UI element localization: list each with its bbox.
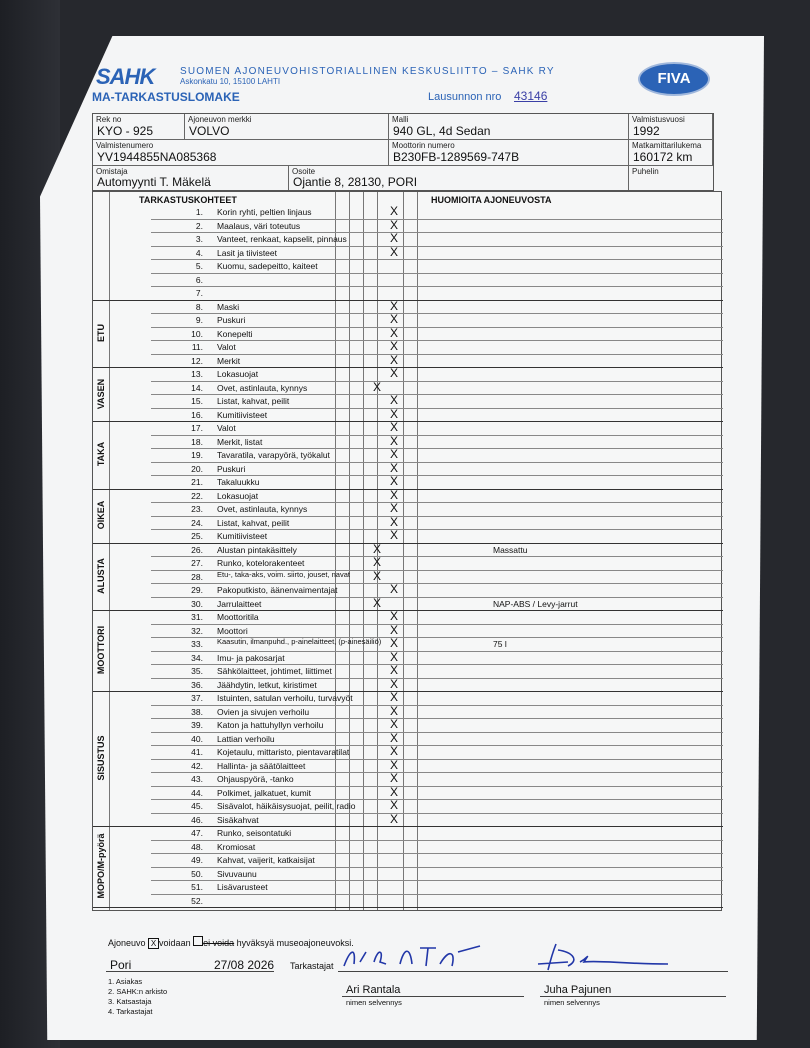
- checklist-row: [151, 676, 723, 693]
- row-item-label: Konepelti: [217, 328, 253, 339]
- row-item-label: Sisäkahvat: [217, 814, 259, 825]
- row-check-mark[interactable]: X: [390, 217, 399, 232]
- row-number: 45.: [191, 801, 203, 811]
- checklist-row: [151, 584, 723, 598]
- owner-cell: [93, 166, 289, 190]
- row-number: 16.: [191, 409, 203, 420]
- row-check-mark[interactable]: X: [390, 474, 399, 488]
- row-number: 1.: [195, 207, 203, 217]
- statement-label: Lausunnon nro: [428, 91, 502, 103]
- items-header: TARKASTUSKOHTEET: [139, 195, 237, 205]
- checklist-row: [151, 314, 723, 328]
- owner-value: Automyynti T. Mäkelä: [97, 175, 211, 189]
- checklist-row: [151, 395, 723, 409]
- checklist-row: [151, 368, 723, 382]
- year-value: 1992: [633, 124, 660, 138]
- reg-cell: [93, 114, 185, 140]
- engine-label: Moottorin numero: [392, 141, 455, 150]
- checklist-row: [151, 665, 723, 679]
- row-number: 33.: [191, 639, 203, 649]
- row-check-mark[interactable]: X: [373, 379, 382, 394]
- row-item-label: Kaasutin, ilmanpuhd., p-ainelaitteet, (p-ainesäiliö): [217, 637, 382, 646]
- row-check-mark[interactable]: X: [390, 649, 399, 664]
- row-check-mark[interactable]: X: [390, 339, 399, 353]
- row-item-label: Etu-, taka-aks, voim. siirto, jouset, navat: [217, 569, 350, 579]
- row-check-mark[interactable]: X: [390, 811, 399, 826]
- group-label: VASEN: [96, 378, 106, 409]
- checklist-row: [151, 325, 723, 342]
- organization-address: Askonkatu 10, 15100 LAHTI: [180, 77, 281, 86]
- address-value: Ojantie 8, 28130, PORI: [293, 175, 418, 189]
- row-number: 7.: [195, 288, 203, 298]
- checklist-row: [151, 595, 723, 612]
- year-label: Valmistusvuosi: [632, 115, 685, 124]
- form-title: MA-TARKASTUSLOMAKE: [92, 90, 240, 104]
- row-item-label: Moottori: [217, 625, 248, 636]
- checklist-row: [151, 406, 723, 423]
- group-divider: [93, 691, 723, 692]
- checklist-row: [151, 730, 723, 747]
- group-label: ETU: [96, 323, 106, 342]
- checklist-row: [151, 773, 723, 787]
- group-divider: [93, 907, 723, 908]
- odometer-label: Matkamittarilukema: [632, 141, 702, 150]
- row-number: 44.: [191, 787, 203, 798]
- row-remark: NAP-ABS / Levy-jarrut: [493, 598, 578, 609]
- row-item-label: Valot: [217, 342, 236, 352]
- row-item-label: Moottoritila: [217, 612, 259, 622]
- group-label: ALUSTA: [96, 557, 106, 594]
- group-divider: [93, 367, 723, 368]
- row-item-label: Puskuri: [217, 315, 246, 325]
- row-number: 3.: [195, 234, 203, 244]
- row-check-mark[interactable]: X: [390, 352, 399, 367]
- row-item-label: Kojetaulu, mittaristo, pientavaratilat: [217, 747, 350, 757]
- row-check-mark[interactable]: X: [390, 798, 399, 812]
- row-item-label: Sisävalot, häikäisysuojat, peilit, radio: [217, 801, 356, 811]
- checklist-row: [151, 811, 723, 828]
- row-item-label: Hallinta- ja säätölaitteet: [217, 760, 306, 771]
- row-check-mark[interactable]: X: [390, 204, 399, 218]
- reg-value: KYO - 925: [97, 124, 154, 138]
- row-number: 21.: [191, 477, 203, 487]
- vin-value: YV1944855NA085368: [97, 150, 217, 164]
- reg-label: Rek no: [96, 115, 122, 124]
- row-item-label: Kuomu, sadepeitto, kaiteet: [217, 261, 318, 271]
- row-check-mark[interactable]: X: [390, 744, 399, 758]
- checklist-row: [151, 541, 723, 558]
- group-divider: [93, 300, 723, 301]
- row-number: 18.: [191, 436, 203, 447]
- signature-ari-rantala: [340, 940, 490, 974]
- row-check-mark[interactable]: X: [390, 622, 399, 637]
- group-section: [93, 692, 109, 827]
- group-label: TAKA: [96, 442, 106, 467]
- checklist-row: [151, 476, 723, 490]
- group-label: MOPO/M-pyörä: [96, 833, 106, 899]
- row-item-label: Sivuvaunu: [217, 868, 257, 879]
- row-check-mark[interactable]: X: [390, 609, 399, 623]
- row-number: 49.: [191, 855, 203, 865]
- row-number: 46.: [191, 814, 203, 825]
- row-number: 29.: [191, 585, 203, 595]
- row-item-label: Jäähdytin, letkut, kiristimet: [217, 679, 317, 690]
- group-divider: [93, 489, 723, 490]
- row-item-label: Lattian verhoilu: [217, 733, 275, 744]
- row-item-label: Lokasuojat: [217, 490, 259, 501]
- row-number: 8.: [195, 301, 203, 312]
- row-item-label: Kahvat, vaijerit, katkaisijat: [217, 855, 315, 865]
- row-item-label: Korin ryhti, peltien linjaus: [217, 207, 312, 217]
- row-check-mark[interactable]: X: [390, 406, 399, 421]
- row-check-mark[interactable]: X: [390, 298, 399, 313]
- statement-number: 43146: [514, 89, 548, 103]
- row-item-label: Jarrulaitteet: [217, 598, 262, 609]
- row-number: 4.: [195, 247, 203, 258]
- checklist-row: [151, 379, 723, 396]
- checklist-row: [151, 487, 723, 504]
- row-item-label: Maski: [217, 301, 240, 312]
- model-cell: [389, 114, 629, 140]
- checklist-row: [151, 433, 723, 450]
- inspector1-name: Ari Rantala: [346, 984, 401, 996]
- row-number: 36.: [191, 679, 203, 690]
- row-check-mark[interactable]: X: [373, 568, 382, 583]
- row-number: 28.: [191, 571, 203, 582]
- checklist-row: [151, 692, 723, 706]
- signature-juha-pajunen: [528, 940, 678, 974]
- engine-value: B230FB-1289569-747B: [393, 150, 520, 164]
- row-number: 13.: [191, 369, 203, 379]
- phone-cell: [629, 166, 713, 190]
- row-check-mark[interactable]: X: [373, 595, 382, 610]
- checklist-row: [151, 298, 723, 315]
- group-section: [93, 544, 109, 612]
- checklist-row: [151, 757, 723, 774]
- inspector2-underline: [540, 996, 726, 997]
- checklist-row: [151, 746, 723, 760]
- checklist-row: [151, 622, 723, 639]
- row-check-mark[interactable]: X: [390, 703, 399, 718]
- checklist-row: [151, 703, 723, 720]
- voidaan-checkbox[interactable]: X: [148, 938, 159, 949]
- address-cell: [289, 166, 629, 190]
- row-number: 24.: [191, 517, 203, 528]
- row-item-label: Kumitiivisteet: [217, 531, 268, 541]
- row-remark: Massattu: [493, 544, 528, 555]
- inspector1-underline: [342, 996, 524, 997]
- checklist-row: [151, 422, 723, 436]
- row-check-mark[interactable]: X: [390, 393, 399, 407]
- distribution-item: 1. Asiakas: [108, 977, 143, 986]
- row-check-mark[interactable]: X: [373, 541, 382, 556]
- row-number: 31.: [191, 612, 203, 622]
- row-check-mark[interactable]: X: [390, 447, 399, 461]
- row-item-label: Merkit, listat: [217, 436, 263, 447]
- checklist-row: [151, 244, 723, 261]
- row-number: 17.: [191, 423, 203, 433]
- row-number: 39.: [191, 720, 203, 730]
- verdict-prefix: Ajoneuvo: [108, 938, 146, 948]
- row-check-mark[interactable]: X: [390, 771, 399, 785]
- checklist-row: [151, 503, 723, 517]
- inspectors-label: Tarkastajat: [290, 961, 334, 971]
- group-divider: [93, 421, 723, 422]
- row-check-mark[interactable]: X: [390, 676, 399, 691]
- row-item-label: Runko, seisontatuki: [217, 828, 292, 838]
- distribution-item: 3. Katsastaja: [108, 997, 152, 1006]
- checklist-row: [151, 557, 723, 571]
- model-value: 940 GL, 4d Sedan: [393, 124, 491, 138]
- inspector1-caption: nimen selvennys: [346, 998, 402, 1007]
- row-item-label: Kromiosat: [217, 841, 256, 852]
- make-value: VOLVO: [189, 124, 230, 138]
- row-item-label: Listat, kahvat, peilit: [217, 396, 290, 406]
- row-check-mark[interactable]: X: [390, 366, 399, 380]
- row-item-label: Takaluukku: [217, 477, 260, 487]
- group-label: MOOTTORI: [96, 625, 106, 675]
- row-check-mark[interactable]: X: [390, 433, 399, 448]
- row-check-mark[interactable]: X: [390, 730, 399, 745]
- distribution-item: 2. SAHK:n arkisto: [108, 987, 168, 996]
- row-number: 47.: [191, 828, 203, 838]
- group-divider: [93, 543, 723, 544]
- checklist-row: [151, 719, 723, 733]
- row-check-mark[interactable]: X: [390, 582, 399, 596]
- row-check-mark[interactable]: X: [390, 487, 399, 502]
- checklist-row: [151, 530, 723, 544]
- make-label: Ajoneuvon merkki: [188, 115, 252, 124]
- checklist-row: [151, 341, 723, 355]
- row-check-mark[interactable]: X: [390, 231, 399, 245]
- row-number: 19.: [191, 450, 203, 460]
- row-check-mark[interactable]: X: [390, 460, 399, 475]
- vin-label: Valmistenumero: [96, 141, 154, 150]
- checklist-row: [151, 206, 723, 220]
- row-item-label: Ovet, astinlauta, kynnys: [217, 382, 308, 393]
- checklist-row: [151, 611, 723, 625]
- row-item-label: Ovien ja sivujen verhoilu: [217, 706, 310, 717]
- row-item-label: Valot: [217, 423, 236, 433]
- row-check-mark[interactable]: X: [390, 420, 399, 434]
- row-item-label: Lokasuojat: [217, 369, 259, 379]
- distribution-item: 4. Tarkastajat: [108, 1007, 153, 1016]
- row-check-mark[interactable]: X: [373, 555, 382, 569]
- vin-cell: [93, 140, 389, 166]
- verdict-line: [108, 936, 354, 949]
- row-number: 51.: [191, 882, 203, 892]
- distribution-list: [108, 977, 167, 1017]
- group-divider: [93, 610, 723, 611]
- row-number: 37.: [191, 693, 203, 703]
- phone-label: Puhelin: [632, 167, 659, 176]
- inspector2-caption: nimen selvennys: [544, 998, 600, 1007]
- checklist-row: [151, 460, 723, 477]
- checklist-row: [151, 638, 723, 652]
- row-item-label: Runko, kotelorakenteet: [217, 558, 305, 568]
- row-check-mark[interactable]: X: [390, 325, 399, 340]
- row-number: 25.: [191, 531, 203, 541]
- row-item-label: Puskuri: [217, 463, 246, 474]
- row-check-mark[interactable]: X: [390, 717, 399, 731]
- checklist-row: [151, 217, 723, 234]
- odometer-cell: [629, 140, 713, 166]
- row-number: 48.: [191, 841, 203, 852]
- row-item-label: Ohjauspyörä, -tanko: [217, 774, 294, 784]
- checklist-row: [151, 854, 723, 868]
- row-number: 23.: [191, 504, 203, 514]
- row-number: 42.: [191, 760, 203, 771]
- owner-label: Omistaja: [96, 167, 128, 176]
- address-label: Osoite: [292, 167, 316, 176]
- checklist-row: [151, 352, 723, 369]
- row-check-mark[interactable]: X: [390, 784, 399, 799]
- row-number: 10.: [191, 328, 203, 339]
- checklist-row: [151, 568, 723, 585]
- row-check-mark[interactable]: X: [390, 690, 399, 704]
- group-section: [93, 827, 109, 908]
- row-number: 41.: [191, 747, 203, 757]
- row-item-label: Polkimet, jalkatuet, kumit: [217, 787, 312, 798]
- row-check-mark[interactable]: X: [390, 312, 399, 326]
- row-check-mark[interactable]: X: [390, 528, 399, 542]
- odometer-value: 160172 km: [633, 150, 693, 164]
- place-value: Pori: [110, 958, 132, 972]
- row-number: 35.: [191, 666, 203, 676]
- row-number: 30.: [191, 598, 203, 609]
- checklist-row: [151, 800, 723, 814]
- row-check-mark[interactable]: X: [390, 636, 399, 650]
- verdict-suffix: hyväksyä museoajoneuvoksi.: [236, 938, 354, 948]
- row-item-label: Maalaus, väri toteutus: [217, 220, 301, 231]
- checklist-row: [151, 260, 723, 274]
- inspector2-name: Juha Pajunen: [544, 984, 612, 996]
- row-item-label: Istuinten, satulan verhoilu, turvavyöt: [217, 693, 353, 703]
- checklist-row: [151, 784, 723, 801]
- make-cell: [185, 114, 389, 140]
- row-item-label: Katon ja hattuhyllyn verhoilu: [217, 720, 324, 730]
- group-section: [93, 611, 109, 692]
- row-number: 22.: [191, 490, 203, 501]
- row-item-label: Merkit: [217, 355, 241, 366]
- row-number: 11.: [191, 342, 203, 352]
- year-cell: [629, 114, 713, 140]
- row-number: 32.: [191, 625, 203, 636]
- row-check-mark[interactable]: X: [390, 244, 399, 259]
- vehicle-info-box: [92, 113, 714, 191]
- checklist-row: [151, 895, 723, 909]
- row-number: 6.: [195, 274, 203, 285]
- row-number: 5.: [195, 261, 203, 271]
- checklist-row: [151, 514, 723, 531]
- row-item-label: Kumitiivisteet: [217, 409, 268, 420]
- verdict-voidaan: voidaan: [159, 938, 191, 948]
- row-check-mark[interactable]: X: [390, 501, 399, 515]
- model-label: Malli: [392, 115, 409, 124]
- row-item-label: Tavaratila, varapyörä, työkalut: [217, 450, 330, 460]
- row-number: 43.: [191, 774, 203, 784]
- checklist-row: [151, 449, 723, 463]
- ei-voida-checkbox[interactable]: [193, 936, 203, 946]
- verdict-ei-voida: ei voida: [203, 938, 235, 948]
- row-item-label: Lisävarusteet: [217, 882, 268, 892]
- group-divider: [93, 826, 723, 827]
- row-item-label: Listat, kahvat, peilit: [217, 517, 290, 528]
- row-number: 12.: [191, 355, 203, 366]
- group-label: SISUSTUS: [96, 735, 106, 781]
- row-check-mark[interactable]: X: [390, 663, 399, 677]
- row-item-label: Alustan pintakäsittely: [217, 544, 297, 555]
- row-item-label: Sähkölaitteet, johtimet, liittimet: [217, 666, 332, 676]
- row-number: 15.: [191, 396, 203, 406]
- engine-cell: [389, 140, 629, 166]
- checklist-row: [151, 274, 723, 288]
- checklist-row: [151, 841, 723, 855]
- row-remark: 75 l: [493, 639, 507, 649]
- checklist-row: [151, 868, 723, 882]
- fiva-logo: FIVA: [638, 62, 710, 96]
- checklist-row: [151, 649, 723, 666]
- row-item-label: Pakoputkisto, äänenvaimentajat: [217, 585, 338, 595]
- row-check-mark[interactable]: X: [390, 757, 399, 772]
- date-value: 27/08 2026: [214, 958, 275, 972]
- row-number: 52.: [191, 895, 203, 906]
- organization-name: SUOMEN AJONEUVOHISTORIALLINEN KESKUSLIITTO – SAHK RY: [180, 66, 555, 77]
- inspection-checklist-table: [92, 191, 722, 911]
- row-number: 20.: [191, 463, 203, 474]
- row-number: 50.: [191, 868, 203, 879]
- row-number: 27.: [191, 558, 203, 568]
- checklist-row: [151, 233, 723, 247]
- row-number: 38.: [191, 706, 203, 717]
- row-item-label: Ovet, astinlauta, kynnys: [217, 504, 308, 514]
- row-number: 2.: [195, 220, 203, 231]
- row-number: 14.: [191, 382, 203, 393]
- checklist-row: [151, 287, 723, 301]
- checklist-row: [151, 827, 723, 841]
- group-label: OIKEA: [96, 500, 106, 530]
- row-number: 40.: [191, 733, 203, 744]
- checklist-row: [151, 881, 723, 895]
- row-number: 34.: [191, 652, 203, 663]
- row-check-mark[interactable]: X: [390, 514, 399, 529]
- row-number: 26.: [191, 544, 203, 555]
- row-item-label: Vanteet, renkaat, kapselit, pinnaus: [217, 234, 347, 244]
- remarks-header: HUOMIOITA AJONEUVOSTA: [431, 195, 552, 205]
- row-number: 9.: [195, 315, 203, 325]
- row-item-label: Imu- ja pakosarjat: [217, 652, 285, 663]
- sahk-logo: SAHK: [96, 64, 155, 89]
- row-item-label: Lasit ja tiivisteet: [217, 247, 277, 258]
